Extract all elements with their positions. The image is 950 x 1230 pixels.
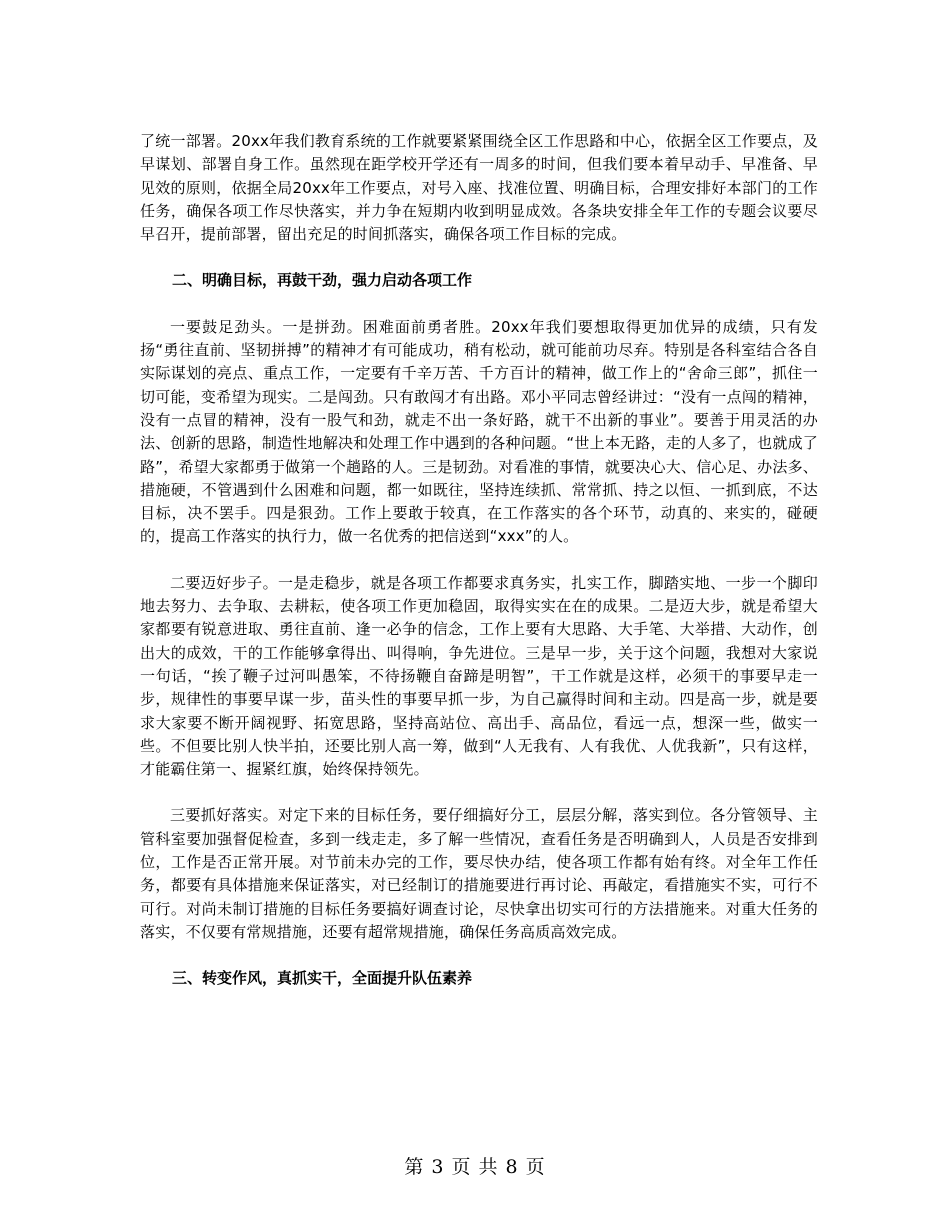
paragraph-steps: 二要迈好步子。一是走稳步，就是各项工作都要求真务实，扎实工作，脚踏实地、一步一个脚印地去努力、去争取、去耕耘，使各项工作更加稳固，取得实实在在的成果。二是迈大步，就是希望大家都要有锐意进取、勇往直前、逢一必争的信念，工作上要有大思路、大手笔、大举措、大动作，创出大的成效，干的工作能够拿得出、叫得响，争先进位。三是早一步，关于这个问题，我想对大家说一句话，“挨了鞭子过河叫愚笨，不待扬鞭自奋蹄是明智”，干工作就是这样，必须干的事要早走一步，规律性的事要早谋一步，苗头性的事要早抓一步，为自己赢得时间和主动。四是高一步，就是要求大家要不断开阔视野、拓宽思路，坚持高站位、高出手、高品位，看远一点，想深一些，做实一些。不但要比别人快半拍，还要比别人高一筹，做到“人无我有、人有我优、人优我新”，只有这样，才能霸住第一、握紧红旗，始终保持领先。	[140, 573, 818, 779]
paragraph-gap	[140, 781, 818, 804]
section-heading-3: 三、转变作风，真抓实干，全面提升队伍素养	[172, 969, 473, 988]
paragraph-implementation: 三要抓好落实。对定下来的目标任务，要仔细搞好分工，层层分解，落实到位。各分管领导、主管科室要加强督促检查，多到一线走走，多了解一些情况，查看任务是否明确到人，人员是否安排到位，工作是否正常开展。对节前未办完的工作，要尽快办结，使各项工作都有始有终。对全年工作任务，都要有具体措施来保证落实，对已经制订的措施要进行再讨论、再敲定，看措施实不实，可行不可行。对尚未制订措施的目标任务要搞好调查讨论，尽快拿出切实可行的方法措施来。对重大任务的落实，不仅要有常规措施，还要有超常规措施，确保任务高质高效完成。	[140, 806, 818, 941]
paragraph-intro-continuation: 了统一部署。20xx年我们教育系统的工作就要紧紧围绕全区工作思路和中心，依据全区工作要点，及早谋划、部署自身工作。虽然现在距学校开学还有一周多的时间，但我们要本着早动手、早准备、早见效的原则，依据全局20xx年工作要点，对号入座、找准位置、明确目标，合理安排好本部门的工作任务，确保各项工作尽快落实，并力争在短期内收到明显成效。各条块安排全年工作的专题会议要尽早召开，提前部署，留出充足的时间抓落实，确保各项工作目标的完成。	[140, 132, 818, 244]
paragraph-gap	[140, 246, 818, 269]
page-number-footer: 第 3 页 共 8 页	[404, 1156, 546, 1178]
paragraph-drive: 一要鼓足劲头。一是拼劲。困难面前勇者胜。20xx年我们要想取得更加优异的成绩，只有发扬“勇往直前、坚韧拼搏”的精神才有可能成功，稍有松动，就可能前功尽弃。特别是各科室结合各自实际谋划的亮点、重点工作，一定要有千辛万苦、千方百计的精神，做工作上的“舍命三郎”，抓住一切可能，变希望为现实。二是闯劲。只有敢闯才有出路。邓小平同志曾经讲过：“没有一点闯的精神，没有一点冒的精神，没有一股气和劲，就走不出一条好路，就干不出新的事业”。要善于用灵活的办法、创新的思路，制造性地解决和处理工作中遇到的各种问题。“世上本无路，走的人多了，也就成了路”，希望大家都勇于做第一个趟路的人。三是韧劲。对看准的事情，就要决心大、信心足、办法多、措施硬，不管遇到什么困难和问题，都一如既往，坚持连续抓、常常抓、持之以恒、一抓到底，不达目标，决不罢手。四是狠劲。工作上要敢于较真，在工作落实的各个环节，动真的、来实的，碰硬的，提高工作落实的执行力，做一名优秀的把信送到“xxx”的人。	[140, 317, 818, 546]
paragraph-gap	[140, 549, 818, 572]
section-heading-2: 二、明确目标，再鼓干劲，强力启动各项工作	[172, 271, 473, 290]
paragraph-gap	[140, 944, 818, 967]
document-body	[140, 130, 818, 991]
paragraph-gap	[140, 293, 818, 316]
